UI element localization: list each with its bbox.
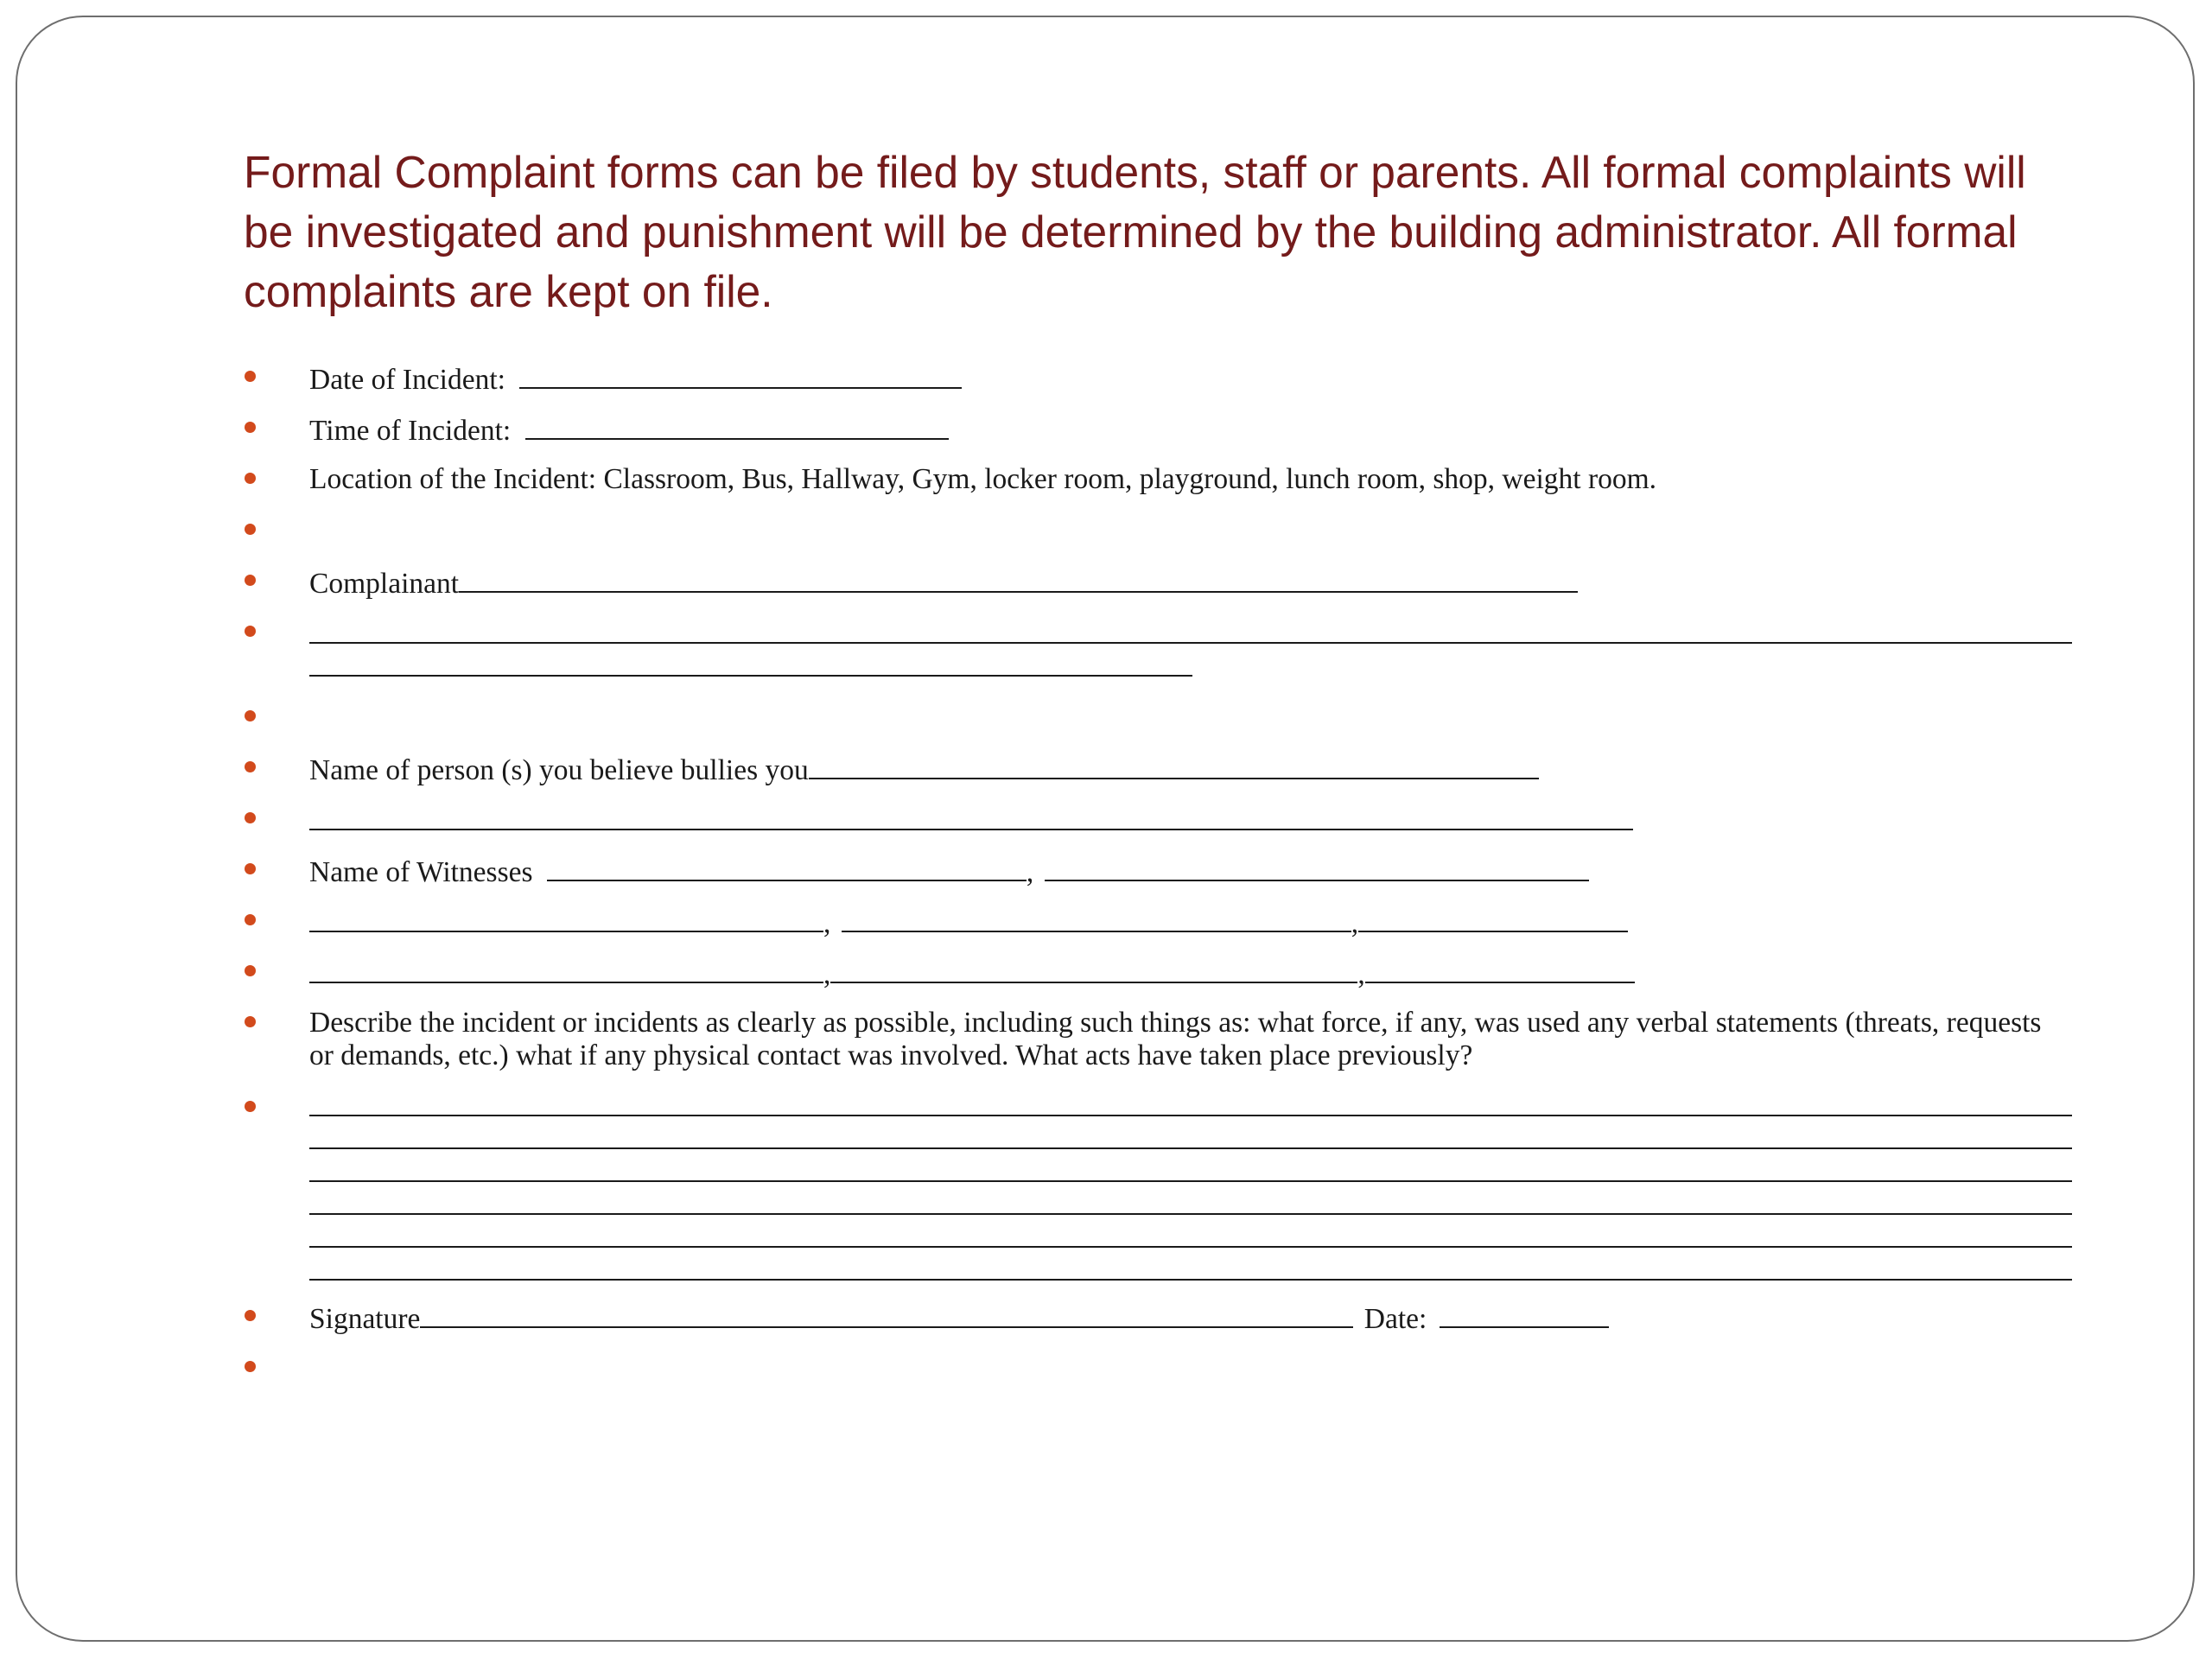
witness-field-2[interactable] xyxy=(1045,854,1589,881)
witness-field-3[interactable] xyxy=(309,905,823,932)
witness-field-7[interactable] xyxy=(830,956,1357,983)
bully-name-label: Name of person (s) you believe bullies you xyxy=(309,754,809,786)
comma-separator: , xyxy=(823,958,831,990)
date-of-incident-label: Date of Incident: xyxy=(309,364,505,396)
bully-name-field[interactable] xyxy=(809,752,1539,779)
comma-separator: , xyxy=(1026,856,1034,888)
signature-label: Signature xyxy=(309,1303,421,1335)
bullet-icon xyxy=(245,965,256,976)
time-of-incident-label: Time of Incident: xyxy=(309,415,512,447)
signature-date-label: Date: xyxy=(1363,1303,1427,1335)
comma-separator: , xyxy=(823,907,831,939)
bullet-icon xyxy=(245,524,256,535)
description-line[interactable] xyxy=(309,1180,2072,1182)
bullet-icon xyxy=(245,1101,256,1112)
bullet-icon xyxy=(245,575,256,586)
bullet-icon xyxy=(245,812,256,823)
list-item-blank-lines xyxy=(0,616,2212,685)
comma-separator: , xyxy=(1351,907,1359,939)
witnesses-label: Name of Witnesses xyxy=(309,856,533,888)
description-line[interactable] xyxy=(309,1115,2072,1116)
bullet-icon xyxy=(245,1016,256,1027)
witness-field-4[interactable] xyxy=(842,905,1351,932)
complainant-label: Complainant xyxy=(309,568,460,600)
list-item-description-lines xyxy=(0,1091,2212,1290)
witness-field-6[interactable] xyxy=(309,956,823,983)
witness-field-8[interactable] xyxy=(1365,956,1635,983)
signature-field[interactable] xyxy=(420,1300,1353,1328)
description-line[interactable] xyxy=(309,1246,2072,1248)
date-of-incident-field[interactable] xyxy=(519,361,962,389)
description-line[interactable] xyxy=(309,1213,2072,1215)
bullet-icon xyxy=(245,914,256,925)
time-of-incident-field[interactable] xyxy=(525,412,949,440)
bullet-icon xyxy=(245,626,256,637)
bullet-icon xyxy=(245,473,256,484)
bullet-icon xyxy=(245,863,256,874)
describe-instructions: Describe the incident or incidents as clearly as possible, including such things as: what force, if any, was used any verbal statements (threats, requests or demands, etc.) what if any physical contact was involved. What acts have taken place previously? xyxy=(309,1007,2042,1071)
blank-line-field[interactable] xyxy=(309,675,1192,677)
bullet-icon xyxy=(245,761,256,772)
location-text: Location of the Incident: Classroom, Bus, Hallway, Gym, locker room, playground, lunch room, shop, weight room. xyxy=(309,463,1657,495)
page-title: Formal Complaint forms can be filed by students, staff or parents. All formal complaints will be investigated and punishment will be determined by the building administrator. All formal complaints are kept on file. xyxy=(244,147,2026,316)
bullet-icon xyxy=(245,710,256,721)
description-line[interactable] xyxy=(309,1279,2072,1281)
bullet-icon xyxy=(245,1361,256,1372)
witness-field-1[interactable] xyxy=(547,854,1027,881)
bullet-icon xyxy=(245,1310,256,1321)
bullet-icon xyxy=(245,422,256,433)
witness-field-5[interactable] xyxy=(1358,905,1628,932)
blank-line-field[interactable] xyxy=(309,829,1633,830)
signature-date-field[interactable] xyxy=(1440,1300,1609,1328)
comma-separator: , xyxy=(1357,958,1365,990)
description-line[interactable] xyxy=(309,1147,2072,1149)
bullet-icon xyxy=(245,371,256,382)
blank-line-field[interactable] xyxy=(309,642,2072,644)
complainant-field[interactable] xyxy=(459,565,1578,593)
